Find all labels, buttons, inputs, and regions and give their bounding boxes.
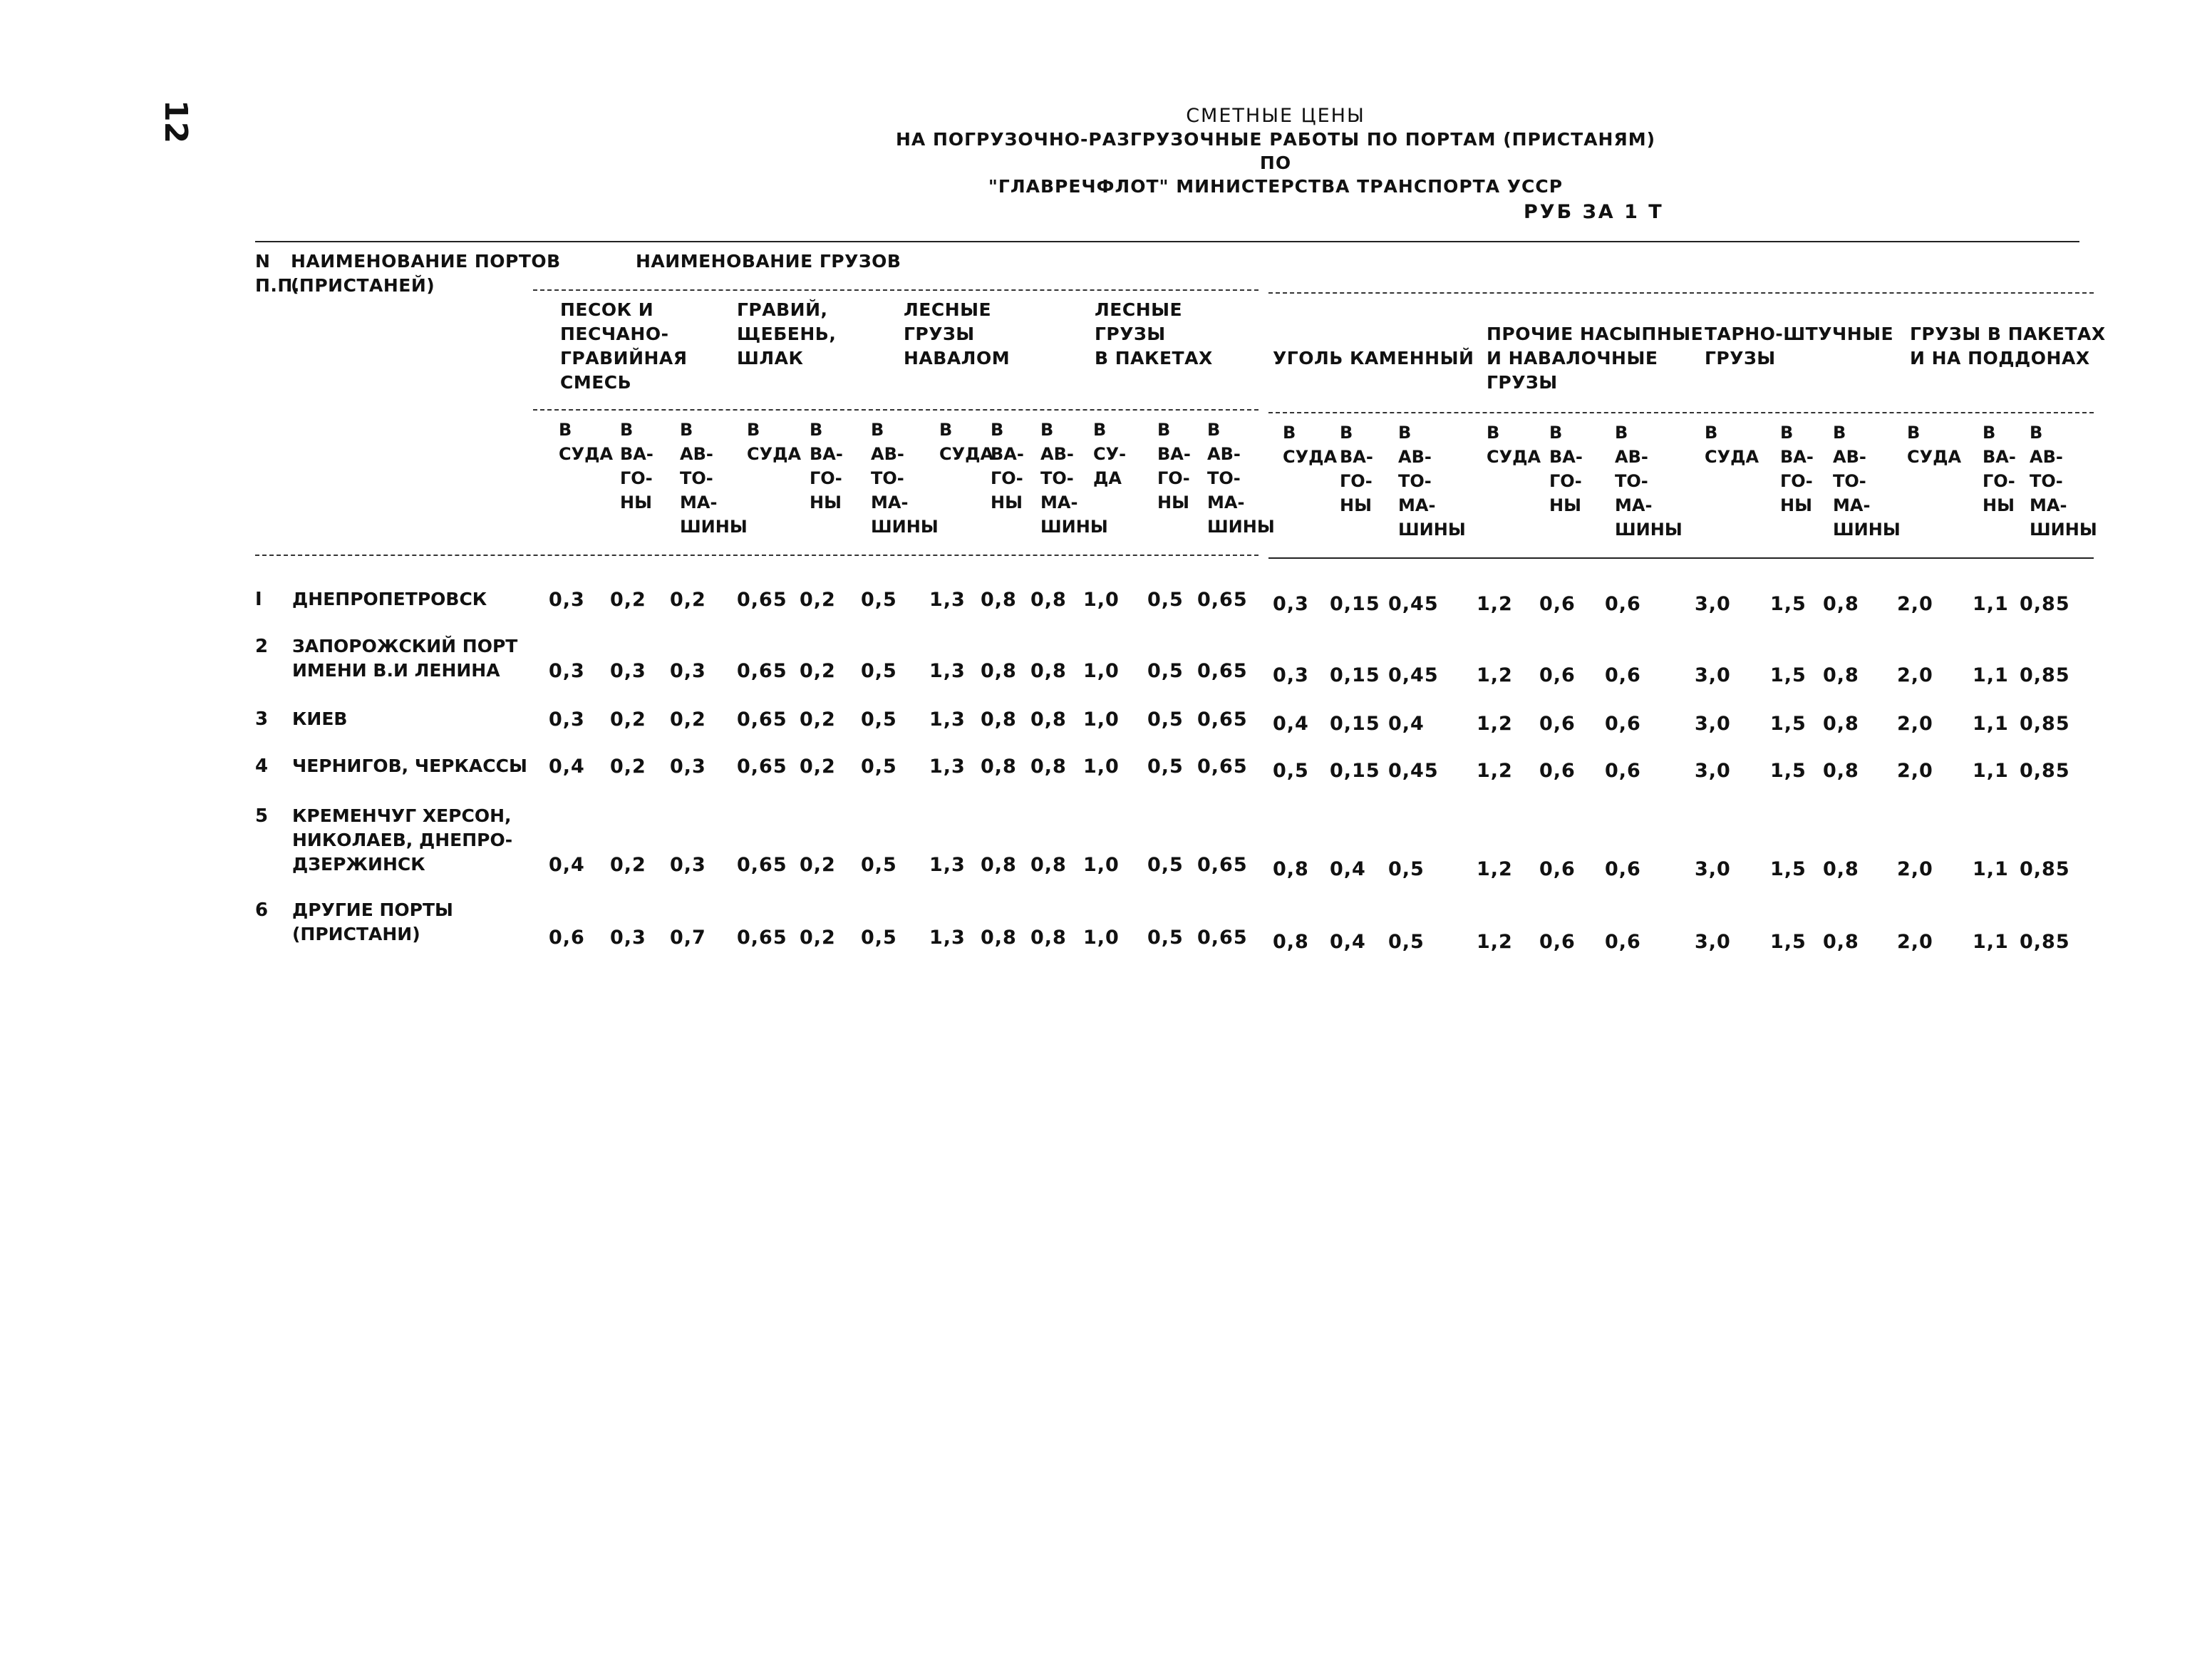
table-cell: 0,3 <box>610 927 646 949</box>
table-cell: 0,85 <box>2020 713 2070 735</box>
table-cell: 0,85 <box>2020 760 2070 782</box>
title-line-1: СМЕТНЫЕ ЦЕНЫ <box>1186 105 1365 127</box>
header-sub-16: В СУДА <box>1487 423 1541 467</box>
table-cell: 0,15 <box>1330 593 1380 615</box>
header-bottom-rule-right <box>1268 557 2094 559</box>
row-index: 6 <box>255 899 269 921</box>
table-cell: 0,6 <box>1539 593 1576 615</box>
cargo-header-rule-right <box>1268 292 2094 294</box>
table-cell: 0,6 <box>1539 858 1576 880</box>
table-cell: 0,8 <box>981 589 1017 611</box>
row-index: 2 <box>255 636 269 657</box>
table-cell: 1,1 <box>1973 931 2009 953</box>
table-cell: 1,3 <box>929 708 966 731</box>
port-name: ЗАПОРОЖСКИЙ ПОРТ ИМЕНИ В.И ЛЕНИНА <box>292 636 518 681</box>
table-cell: 0,5 <box>1147 589 1184 611</box>
table-cell: 1,3 <box>929 756 966 778</box>
table-cell: 0,2 <box>800 854 836 876</box>
table-cell: 0,5 <box>861 854 897 876</box>
table-cell: 3,0 <box>1695 858 1731 880</box>
header-sub-24: В АВ- ТО- МА- ШИНЫ <box>2030 423 2097 540</box>
table-cell: 0,65 <box>737 708 787 731</box>
header-num-label: N П.П. <box>255 251 300 296</box>
table-cell: 0,8 <box>1823 593 1859 615</box>
table-cell: 0,8 <box>981 927 1017 949</box>
table-cell: 1,5 <box>1770 664 1807 686</box>
header-group-4: ЛЕСНЫЕ ГРУЗЫ В ПАКЕТАХ <box>1095 299 1213 368</box>
table-cell: 0,2 <box>610 756 646 778</box>
table-cell: 3,0 <box>1695 760 1731 782</box>
table-cell: 0,5 <box>861 708 897 731</box>
table-cell: 0,85 <box>2020 858 2070 880</box>
header-sub-22: В СУДА <box>1907 423 1962 467</box>
table-cell: 0,6 <box>549 927 585 949</box>
table-cell: 0,8 <box>981 660 1017 682</box>
row-index: 5 <box>255 805 269 827</box>
header-sub-2: В ВА- ГО- НЫ <box>620 420 653 512</box>
table-cell: 0,3 <box>549 660 585 682</box>
table-cell: 0,2 <box>800 927 836 949</box>
header-sub-1: В СУДА <box>559 420 614 464</box>
header-sub-18: В АВ- ТО- МА- ШИНЫ <box>1615 423 1683 540</box>
table-cell: 0,5 <box>1147 927 1184 949</box>
table-cell: 2,0 <box>1897 593 1933 615</box>
header-sub-13: В СУДА <box>1283 423 1338 467</box>
table-cell: 0,85 <box>2020 593 2070 615</box>
table-cell: 0,8 <box>981 756 1017 778</box>
table-cell: 0,6 <box>1539 713 1576 735</box>
table-cell: 0,5 <box>1147 756 1184 778</box>
header-sub-9: В АВ- ТО- МА- ШИНЫ <box>1040 420 1108 537</box>
table-top-rule <box>255 241 2079 242</box>
table-cell: 0,8 <box>1823 760 1859 782</box>
table-cell: 0,4 <box>549 854 585 876</box>
table-cell: 0,4 <box>1388 713 1425 735</box>
table-cell: 0,3 <box>670 854 706 876</box>
table-cell: 1,3 <box>929 660 966 682</box>
table-cell: 0,5 <box>861 589 897 611</box>
port-name: КРЕМЕНЧУГ ХЕРСОН, НИКОЛАЕВ, ДНЕПРО- ДЗЕРЖИНСК <box>292 805 513 875</box>
table-cell: 0,5 <box>1273 760 1309 782</box>
table-cell: 1,2 <box>1477 760 1513 782</box>
header-sub-11: В ВА- ГО- НЫ <box>1157 420 1191 512</box>
table-cell: 0,6 <box>1605 931 1641 953</box>
header-sub-17: В ВА- ГО- НЫ <box>1549 423 1583 515</box>
table-cell: 1,5 <box>1770 593 1807 615</box>
table-cell: 0,65 <box>1197 708 1248 731</box>
header-sub-21: В АВ- ТО- МА- ШИНЫ <box>1833 423 1901 540</box>
table-cell: 0,5 <box>1147 660 1184 682</box>
table-cell: 1,1 <box>1973 713 2009 735</box>
table-cell: 0,6 <box>1539 760 1576 782</box>
header-sub-5: В ВА- ГО- НЫ <box>810 420 843 512</box>
table-cell: 0,6 <box>1539 931 1576 953</box>
document-title <box>884 104 1668 198</box>
table-cell: 0,7 <box>670 927 706 949</box>
table-cell: 0,65 <box>737 854 787 876</box>
table-cell: 0,2 <box>610 708 646 731</box>
table-cell: 0,65 <box>1197 927 1248 949</box>
table-cell: 0,2 <box>800 756 836 778</box>
table-cell: 1,2 <box>1477 664 1513 686</box>
table-cell: 2,0 <box>1897 858 1933 880</box>
title-line-2: НА ПОГРУЗОЧНО-РАЗГРУЗОЧНЫЕ РАБОТЫ ПО ПОРТАМ (ПРИСТАНЯМ) ПО <box>895 129 1656 173</box>
table-cell: 2,0 <box>1897 760 1933 782</box>
row-index: 3 <box>255 708 269 730</box>
table-cell: 0,6 <box>1605 858 1641 880</box>
table-cell: 0,8 <box>1030 756 1067 778</box>
table-cell: 0,3 <box>1273 664 1309 686</box>
table-cell: 2,0 <box>1897 931 1933 953</box>
table-cell: 1,5 <box>1770 760 1807 782</box>
header-group-6: ПРОЧИЕ НАСЫПНЫЕ И НАВАЛОЧНЫЕ ГРУЗЫ <box>1487 324 1704 393</box>
table-cell: 0,5 <box>861 927 897 949</box>
table-cell: 0,3 <box>670 660 706 682</box>
port-name: ДРУГИЕ ПОРТЫ (ПРИСТАНИ) <box>292 899 453 944</box>
table-cell: 0,65 <box>737 589 787 611</box>
table-cell: 0,85 <box>2020 931 2070 953</box>
table-cell: 0,45 <box>1388 760 1439 782</box>
table-cell: 0,8 <box>1030 708 1067 731</box>
table-cell: 0,85 <box>2020 664 2070 686</box>
table-cell: 0,8 <box>1030 589 1067 611</box>
table-cell: 0,8 <box>1273 858 1309 880</box>
header-sub-20: В ВА- ГО- НЫ <box>1780 423 1814 515</box>
table-cell: 0,3 <box>670 756 706 778</box>
table-cell: 0,3 <box>1273 593 1309 615</box>
table-cell: 0,2 <box>800 589 836 611</box>
table-cell: 0,65 <box>1197 589 1248 611</box>
table-cell: 0,15 <box>1330 760 1380 782</box>
table-cell: 0,4 <box>1330 858 1366 880</box>
port-name: ЧЕРНИГОВ, ЧЕРКАССЫ <box>292 756 527 776</box>
table-cell: 1,1 <box>1973 858 2009 880</box>
table-cell: 0,65 <box>1197 660 1248 682</box>
table-cell: 0,8 <box>1030 927 1067 949</box>
table-cell: 0,5 <box>1147 854 1184 876</box>
table-cell: 0,65 <box>737 756 787 778</box>
table-cell: 2,0 <box>1897 713 1933 735</box>
table-cell: 1,3 <box>929 927 966 949</box>
table-cell: 0,15 <box>1330 713 1380 735</box>
header-group-1: ПЕСОК И ПЕСЧАНО- ГРАВИЙНАЯ СМЕСЬ <box>560 299 688 393</box>
table-cell: 1,2 <box>1477 931 1513 953</box>
table-cell: 0,65 <box>737 927 787 949</box>
table-cell: 1,0 <box>1083 756 1120 778</box>
header-cargo-label: НАИМЕНОВАНИЕ ГРУЗОВ <box>636 251 901 272</box>
table-cell: 0,2 <box>670 708 706 731</box>
table-cell: 1,3 <box>929 589 966 611</box>
header-sub-8: В ВА- ГО- НЫ <box>991 420 1024 512</box>
table-cell: 0,8 <box>1030 854 1067 876</box>
table-cell: 0,2 <box>610 854 646 876</box>
table-cell: 0,45 <box>1388 664 1439 686</box>
table-cell: 0,4 <box>1273 713 1309 735</box>
table-cell: 0,2 <box>670 589 706 611</box>
table-cell: 2,0 <box>1897 664 1933 686</box>
header-sub-6: В АВ- ТО- МА- ШИНЫ <box>871 420 939 537</box>
table-cell: 3,0 <box>1695 593 1731 615</box>
table-cell: 0,8 <box>1030 660 1067 682</box>
table-cell: 1,0 <box>1083 589 1120 611</box>
table-cell: 0,8 <box>1823 713 1859 735</box>
table-cell: 0,6 <box>1539 664 1576 686</box>
table-cell: 0,3 <box>549 708 585 731</box>
header-sub-15: В АВ- ТО- МА- ШИНЫ <box>1398 423 1466 540</box>
header-sub-10: В СУ- ДА <box>1093 420 1127 488</box>
header-bottom-rule <box>255 555 1259 556</box>
table-cell: 0,65 <box>1197 854 1248 876</box>
table-cell: 0,8 <box>1823 664 1859 686</box>
table-cell: 0,8 <box>1823 858 1859 880</box>
header-sub-4: В СУДА <box>747 420 802 464</box>
header-sub-7: В СУДА <box>939 420 994 464</box>
table-cell: 0,5 <box>861 756 897 778</box>
table-cell: 3,0 <box>1695 931 1731 953</box>
table-cell: 1,1 <box>1973 593 2009 615</box>
table-cell: 0,65 <box>737 660 787 682</box>
table-cell: 0,8 <box>981 708 1017 731</box>
port-name: ДНЕПРОПЕТРОВСК <box>292 589 487 609</box>
table-cell: 1,0 <box>1083 660 1120 682</box>
header-group-5: УГОЛЬ КАМЕННЫЙ <box>1273 348 1474 368</box>
table-cell: 0,6 <box>1605 760 1641 782</box>
table-cell: 3,0 <box>1695 713 1731 735</box>
table-cell: 0,6 <box>1605 713 1641 735</box>
table-cell: 1,0 <box>1083 708 1120 731</box>
table-cell: 1,1 <box>1973 760 2009 782</box>
group-header-rule-right <box>1268 412 2094 413</box>
table-cell: 0,2 <box>610 589 646 611</box>
table-cell: 1,5 <box>1770 858 1807 880</box>
table-cell: 0,8 <box>1823 931 1859 953</box>
table-cell: 0,3 <box>549 589 585 611</box>
header-group-3: ЛЕСНЫЕ ГРУЗЫ НАВАЛОМ <box>904 299 1011 368</box>
table-cell: 0,2 <box>800 708 836 731</box>
table-cell: 0,6 <box>1605 664 1641 686</box>
row-index: 4 <box>255 756 269 777</box>
table-cell: 3,0 <box>1695 664 1731 686</box>
header-sub-23: В ВА- ГО- НЫ <box>1983 423 2016 515</box>
table-cell: 0,6 <box>1605 593 1641 615</box>
header-sub-19: В СУДА <box>1705 423 1759 467</box>
table-cell: 1,2 <box>1477 858 1513 880</box>
header-port-label: НАИМЕНОВАНИЕ ПОРТОВ (ПРИСТАНЕЙ) <box>291 251 561 296</box>
table-cell: 1,0 <box>1083 854 1120 876</box>
table-cell: 1,3 <box>929 854 966 876</box>
header-group-2: ГРАВИЙ, ЩЕБЕНЬ, ШЛАК <box>737 299 837 368</box>
title-line-3: "ГЛАВРЕЧФЛОТ" МИНИСТЕРСТВА ТРАНСПОРТА УССР <box>988 176 1564 197</box>
table-cell: 0,8 <box>1273 931 1309 953</box>
header-sub-3: В АВ- ТО- МА- ШИНЫ <box>680 420 748 537</box>
header-sub-12: В АВ- ТО- МА- ШИНЫ <box>1207 420 1275 537</box>
table-cell: 0,8 <box>981 854 1017 876</box>
port-name: КИЕВ <box>292 708 348 729</box>
table-cell: 1,5 <box>1770 931 1807 953</box>
page-number: 12 <box>157 100 194 144</box>
table-cell: 0,5 <box>1147 708 1184 731</box>
header-group-8: ГРУЗЫ В ПАКЕТАХ И НА ПОДДОНАХ <box>1910 324 2106 368</box>
table-cell: 0,65 <box>1197 756 1248 778</box>
table-cell: 1,2 <box>1477 593 1513 615</box>
header-sub-14: В ВА- ГО- НЫ <box>1340 423 1373 515</box>
group-header-rule <box>533 409 1259 411</box>
table-cell: 0,15 <box>1330 664 1380 686</box>
table-cell: 0,5 <box>1388 858 1425 880</box>
units-label: РУБ ЗА 1 Т <box>1524 201 1664 223</box>
table-cell: 0,4 <box>1330 931 1366 953</box>
table-cell: 0,2 <box>800 660 836 682</box>
cargo-header-rule <box>533 289 1259 291</box>
row-index: I <box>255 589 262 610</box>
table-cell: 1,2 <box>1477 713 1513 735</box>
table-cell: 0,4 <box>549 756 585 778</box>
table-cell: 0,5 <box>861 660 897 682</box>
table-cell: 0,3 <box>610 660 646 682</box>
table-cell: 1,5 <box>1770 713 1807 735</box>
table-cell: 1,1 <box>1973 664 2009 686</box>
header-group-7: ТАРНО-ШТУЧНЫЕ ГРУЗЫ <box>1705 324 1894 368</box>
table-cell: 0,5 <box>1388 931 1425 953</box>
table-cell: 0,45 <box>1388 593 1439 615</box>
table-cell: 1,0 <box>1083 927 1120 949</box>
